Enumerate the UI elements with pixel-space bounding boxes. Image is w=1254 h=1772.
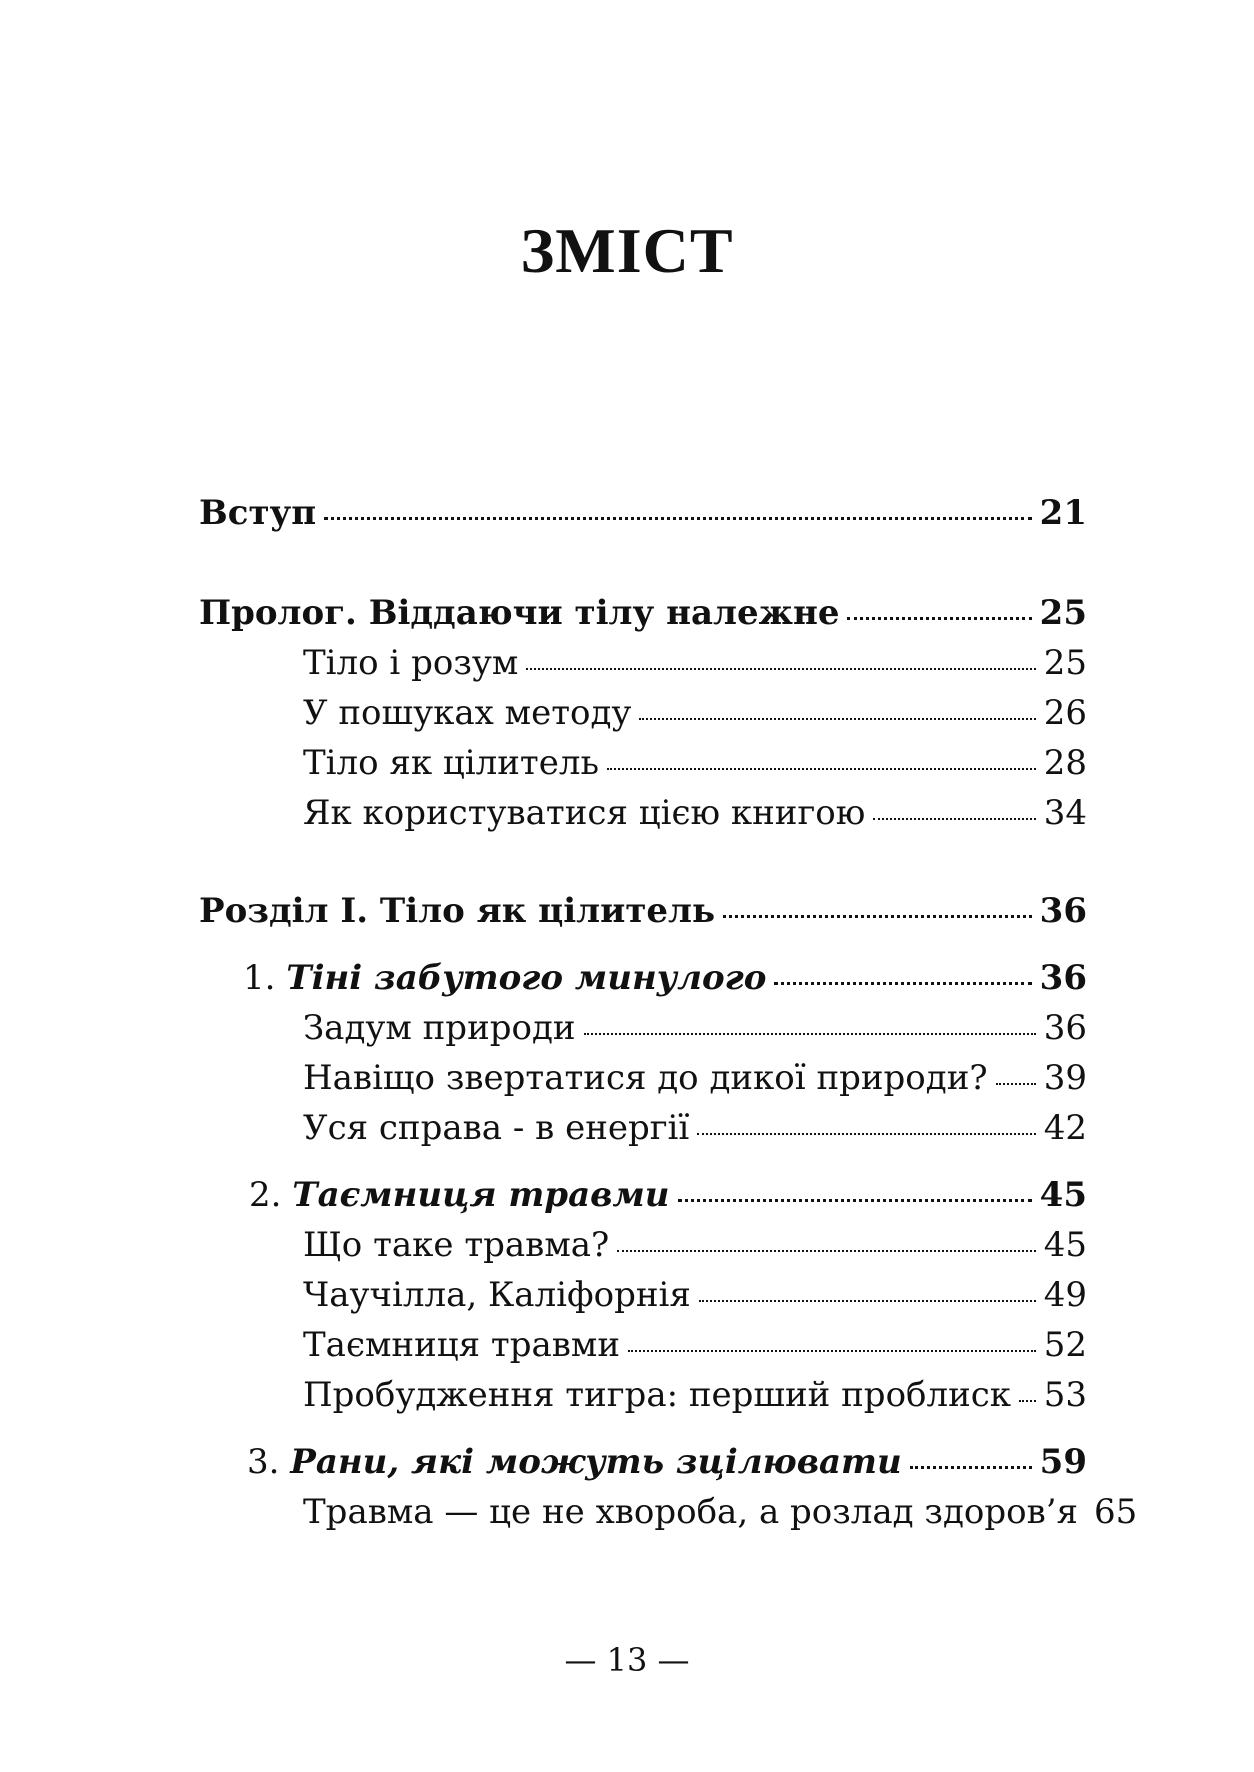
toc-entry-subsection (303, 1272, 1087, 1318)
toc-entry-chapter-3 (247, 1439, 1087, 1485)
toc-entry-title: Таємниця травми (303, 1325, 620, 1365)
toc-entry-subsection (303, 690, 1087, 736)
dot-leader (607, 768, 1036, 770)
toc-entry-title: Вступ (199, 493, 317, 533)
toc-entry-page: 45 (1043, 1225, 1087, 1265)
toc-entry-page: 45 (1039, 1175, 1087, 1215)
toc-entry-page: 42 (1043, 1108, 1087, 1148)
toc-entry-title: Рани, які можуть зцілювати (290, 1442, 902, 1482)
toc-entry-page: 26 (1043, 693, 1087, 733)
page-number: — 13 — (564, 1641, 690, 1679)
toc-entry-title: Травма — це не хвороба, а розлад здоров’я (303, 1492, 1078, 1532)
toc-entry-page: 25 (1043, 643, 1087, 683)
dot-leader (873, 818, 1035, 820)
toc-entry-title: У пошуках методу (303, 693, 632, 733)
chapter-number: 1. (243, 958, 276, 998)
toc-entry-title: Задум природи (303, 1008, 576, 1048)
dot-leader (639, 718, 1035, 720)
toc-entry-page: 65 (1094, 1492, 1138, 1532)
dot-leader (699, 1300, 1036, 1302)
toc-entry-page: 39 (1043, 1058, 1087, 1098)
dot-leader (324, 517, 1032, 520)
toc-entry-title: Тіло і розум (303, 643, 519, 683)
toc-entry-page: 53 (1043, 1375, 1087, 1415)
dot-leader (628, 1350, 1036, 1352)
toc-entry-page: 36 (1039, 891, 1087, 931)
toc-entry-title: Тіні забутого минулого (286, 958, 767, 998)
toc-entry-page: 28 (1043, 743, 1087, 783)
toc-entry-part-1 (199, 888, 1087, 934)
toc-entry-page: 34 (1043, 793, 1087, 833)
toc-entry-subsection (303, 790, 1087, 836)
toc-entry-chapter-2 (249, 1172, 1087, 1218)
toc-entry-prologue (199, 590, 1087, 636)
toc-entry-title: Уся справа - в енергії (303, 1108, 690, 1148)
toc-entry-subsection (303, 1322, 1087, 1368)
toc-entry-page: 36 (1039, 958, 1087, 998)
toc-entry-page: 59 (1039, 1442, 1087, 1482)
toc-entry-subsection (303, 1372, 1087, 1418)
toc-entry-title: Розділ І. Тіло як цілитель (199, 891, 716, 931)
toc-entry-intro (199, 490, 1087, 536)
chapter-number: 2. (249, 1175, 282, 1215)
toc-entry-title: Тіло як цілитель (303, 743, 599, 783)
page-title: ЗМІСТ (520, 215, 734, 286)
toc-entry-subsection (303, 1055, 1087, 1101)
dot-leader (1019, 1400, 1036, 1402)
toc-entry-title: Що таке травма? (303, 1225, 610, 1265)
toc-entry-subsection (303, 1005, 1087, 1051)
toc-entry-subsection (303, 1222, 1087, 1268)
dot-leader (617, 1250, 1035, 1252)
toc-entry-subsection (303, 1489, 1138, 1535)
dot-leader (774, 982, 1031, 985)
dot-leader (847, 617, 1031, 620)
toc-entry-page: 49 (1043, 1275, 1087, 1315)
toc-entry-chapter-1 (243, 955, 1087, 1001)
toc-entry-subsection (303, 1105, 1087, 1151)
toc-entry-title: Таємниця травми (292, 1175, 670, 1215)
toc-entry-subsection (303, 640, 1087, 686)
dot-leader (584, 1033, 1036, 1035)
toc-entry-page: 36 (1043, 1008, 1087, 1048)
toc-entry-title: Як користуватися цією книгою (303, 793, 866, 833)
toc-entry-page: 52 (1043, 1325, 1087, 1365)
toc-entry-title: Пробудження тигра: перший проблиск (303, 1375, 1012, 1415)
dot-leader (910, 1466, 1032, 1469)
dot-leader (697, 1133, 1035, 1135)
toc-entry-page: 21 (1039, 493, 1087, 533)
dot-leader (678, 1199, 1032, 1202)
toc-entry-page: 25 (1039, 593, 1087, 633)
toc-entry-subsection (303, 740, 1087, 786)
toc-entry-title: Пролог. Віддаючи тілу належне (199, 593, 840, 633)
dot-leader (996, 1083, 1036, 1085)
dot-leader (723, 915, 1032, 918)
toc-entry-title: Навіщо звертатися до дикої природи? (303, 1058, 988, 1098)
dot-leader (526, 668, 1035, 670)
toc-entry-title: Чаучілла, Каліфорнія (303, 1275, 691, 1315)
chapter-number: 3. (247, 1442, 280, 1482)
